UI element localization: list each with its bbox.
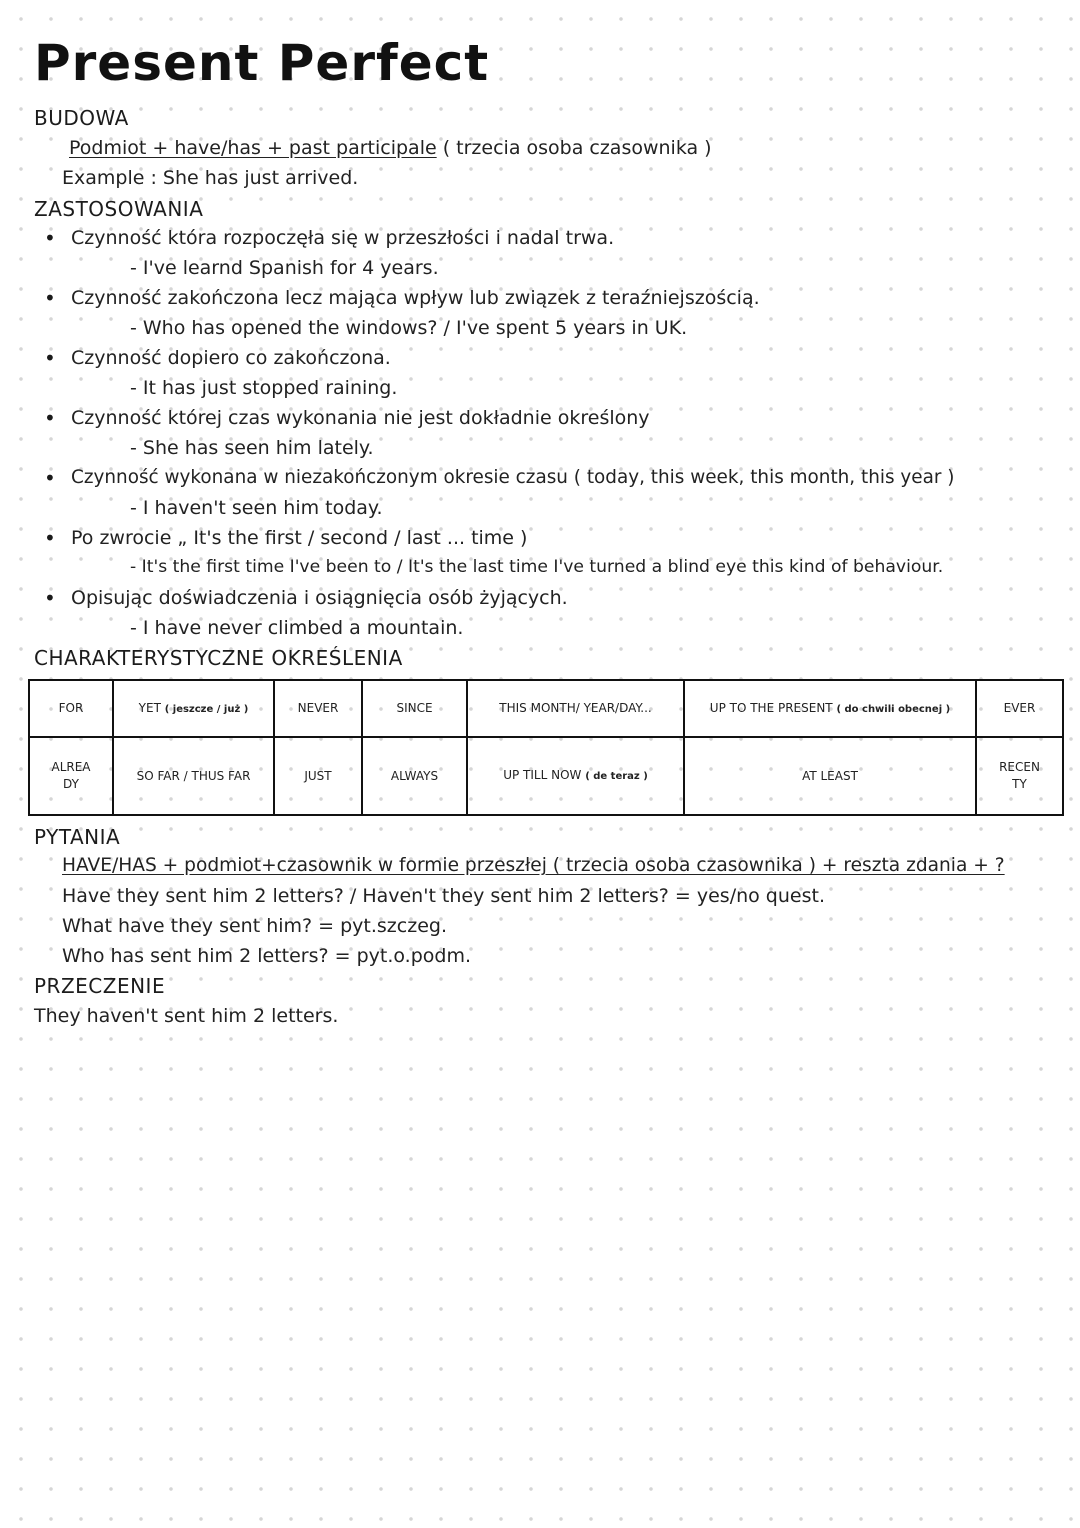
budowa-formula-note: ( trzecia osoba czasownika ): [436, 137, 712, 159]
table-cell: AT LEAST: [684, 737, 976, 815]
pytania-example: What have they sent him? = pyt.szczeg.: [62, 915, 447, 937]
przeczenie-heading: PRZECZENIE: [34, 974, 166, 998]
usage-example: - It's the first time I've been to / It's the last time I've turned a blind eye this kind of behaviour.: [130, 557, 944, 577]
usage-item: Czynność która rozpoczęła się w przeszłości i nadal trwa.: [71, 227, 615, 249]
pytania-formula: HAVE/HAS + podmiot+czasownik w formie przeszłej ( trzecia osoba czasownika ) + reszta zdania + ?: [62, 855, 1005, 876]
table-cell: UP TO THE PRESENT ( do chwili obecnej ): [684, 680, 976, 737]
pytania-example: Who has sent him 2 letters? = pyt.o.podm.: [62, 945, 472, 967]
usage-example: - She has seen him lately.: [130, 437, 374, 459]
table-cell: THIS MONTH/ YEAR/DAY...: [467, 680, 684, 737]
bullet-dot: •: [44, 406, 56, 430]
table-cell: RECEN TY: [976, 737, 1063, 815]
usage-item: Czynność dopiero co zakończona.: [71, 347, 391, 369]
zastosowania-heading: ZASTOSOWANIA: [34, 197, 204, 221]
table-cell: JUST: [274, 737, 362, 815]
pytania-example: Have they sent him 2 letters? / Haven't they sent him 2 letters? = yes/no quest.: [62, 885, 825, 907]
bullet-dot: •: [44, 226, 56, 250]
table-cell: SO FAR / THUS FAR: [113, 737, 274, 815]
usage-example: - Who has opened the windows? / I've spent 5 years in UK.: [130, 317, 688, 339]
table-cell: SINCE: [362, 680, 467, 737]
bullet-dot: •: [44, 586, 56, 610]
budowa-formula-line: [69, 137, 712, 159]
usage-item: Po zwrocie „ It's the first / second / last ... time ): [71, 527, 528, 549]
table-cell: FOR: [29, 680, 113, 737]
okreslenia-heading: CHARAKTERYSTYCZNE OKREŚLENIA: [34, 646, 403, 670]
usage-item: Opisując doświadczenia i osiągnięcia osób żyjących.: [71, 587, 568, 609]
usage-item: Czynność której czas wykonania nie jest dokładnie określony: [71, 407, 650, 429]
usage-example: - I haven't seen him today.: [130, 497, 383, 519]
table-cell: NEVER: [274, 680, 362, 737]
table-cell: YET ( jeszcze / już ): [113, 680, 274, 737]
usage-example: - It has just stopped raining.: [130, 377, 398, 399]
time-expressions-table: [28, 679, 1064, 816]
bullet-dot: •: [44, 526, 56, 550]
budowa-example: Example : She has just arrived.: [62, 167, 359, 189]
bullet-dot: •: [44, 346, 56, 370]
pytania-heading: PYTANIA: [34, 825, 121, 849]
page-title: Present Perfect: [34, 34, 490, 92]
usage-item: Czynność wykonana w niezakończonym okresie czasu ( today, this week, this month, this year ): [71, 467, 955, 488]
usage-example: - I have never climbed a mountain.: [130, 617, 464, 639]
przeczenie-example: They haven't sent him 2 letters.: [34, 1005, 339, 1027]
bullet-dot: •: [44, 286, 56, 310]
table-cell: ALREA DY: [29, 737, 113, 815]
budowa-formula: Podmiot + have/has + past participale: [69, 137, 437, 159]
table-cell: UP TILL NOW ( de teraz ): [467, 737, 684, 815]
usage-item: Czynność zakończona lecz mająca wpływ lub związek z teraźniejszością.: [71, 287, 760, 309]
bullet-dot: •: [44, 466, 56, 490]
budowa-heading: BUDOWA: [34, 106, 129, 130]
usage-example: - I've learnd Spanish for 4 years.: [130, 257, 439, 279]
table-cell: EVER: [976, 680, 1063, 737]
table-cell: ALWAYS: [362, 737, 467, 815]
